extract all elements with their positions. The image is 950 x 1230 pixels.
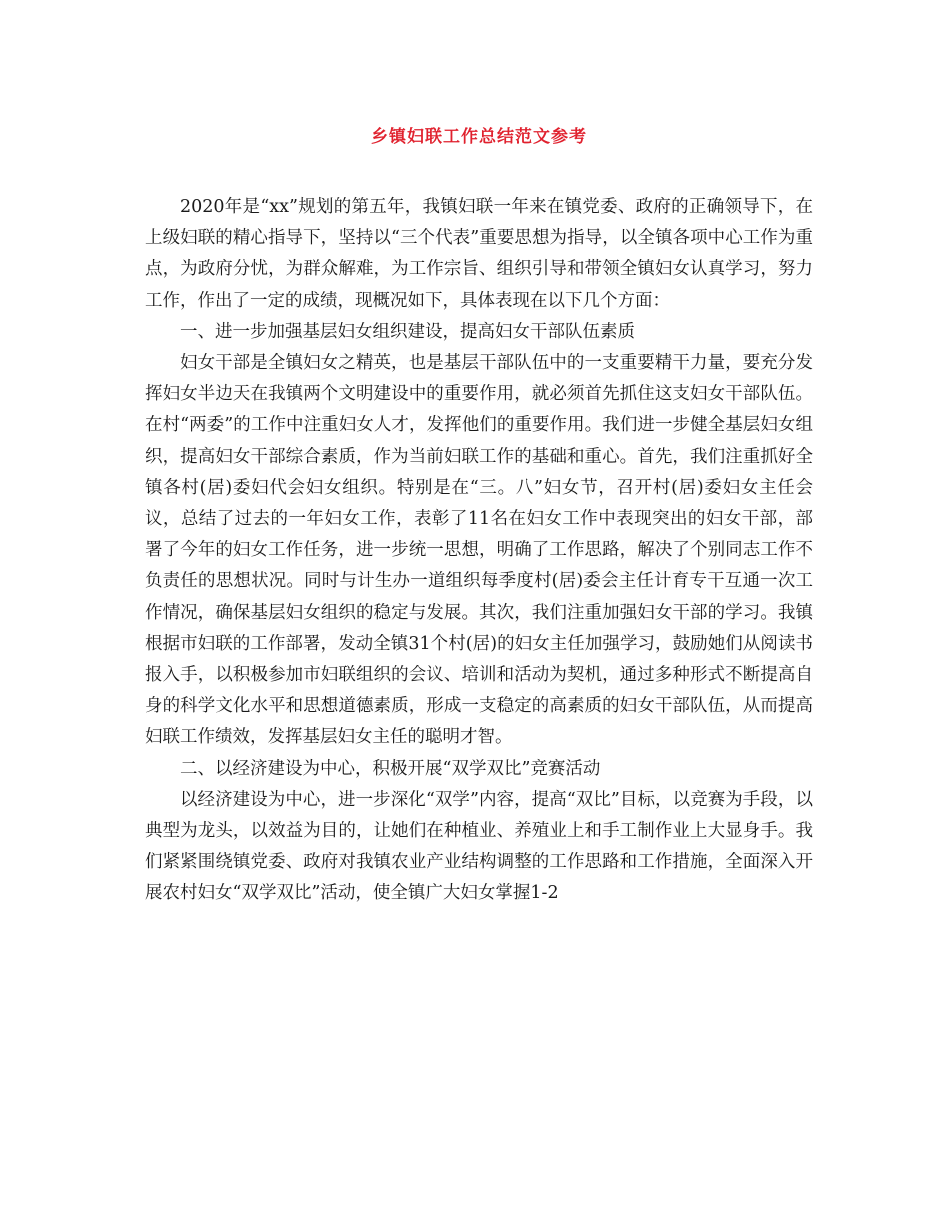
paragraph-section-2: 以经济建设为中心，进一步深化“双学”内容，提高“双比”目标，以竞赛为手段，以典型为龙头，以效益为目的，让她们在种植业、养殖业上和手工制作业上大显身手。我们紧紧围绕镇党委、政府对我镇农业产业结构调整的工作思路和工作措施，全面深入开展农村妇女“双学双比”活动，使全镇广大妇女掌握1-2 (145, 789, 813, 904)
section-heading-1: 一、进一步加强基层妇女组织建设，提高妇女干部队伍素质 (180, 321, 635, 342)
paragraph-intro: 2020年是“xx”规划的第五年，我镇妇联一年来在镇党委、政府的正确领导下，在上级妇联的精心指导下，坚持以“三个代表”重要思想为指导，以全镇各项中心工作为重点，为政府分忧，为群众解难，为工作宗旨、组织引导和带领全镇妇女认真学习，努力工作，作出了一定的成绩，现概况如下，具体表现在以下几个方面： (145, 197, 813, 311)
section-heading-2: 二、以经济建设为中心，积极开展“双学双比”竞赛活动 (180, 758, 601, 779)
paragraph-section-1: 妇女干部是全镇妇女之精英，也是基层干部队伍中的一支重要精干力量，要充分发挥妇女半边天在我镇两个文明建设中的重要作用，就必须首先抓住这支妇女干部队伍。在村“两委”的工作中注重妇女人才，发挥他们的重要作用。我们进一步健全基层妇女组织，提高妇女干部综合素质，作为当前妇联工作的基础和重心。首先，我们注重抓好全镇各村(居)委妇代会妇女组织。特别是在“三。八”妇女节，召开村(居)委妇女主任会议，总结了过去的一年妇女工作，表彰了11名在妇女工作中表现突出的妇女干部，部署了今年的妇女工作任务，进一步统一思想，明确了工作思路，解决了个别同志工作不负责任的思想状况。同时与计生办一道组织每季度村(居)委会主任计育专干互通一次工作情况，确保基层妇女组织的稳定与发展。其次，我们注重加强妇女干部的学习。我镇根据市妇联的工作部署，发动全镇31个村(居)的妇女主任加强学习，鼓励她们从阅读书报入手，以积极参加市妇联组织的会议、培训和活动为契机，通过多种形式不断提高自身的科学文化水平和思想道德素质，形成一支稳定的高素质的妇女干部队伍，从而提高妇联工作绩效，发挥基层妇女主任的聪明才智。 (145, 353, 813, 748)
document-title: 乡镇妇联工作总结范文参考 (371, 127, 587, 147)
document-body (145, 192, 813, 910)
